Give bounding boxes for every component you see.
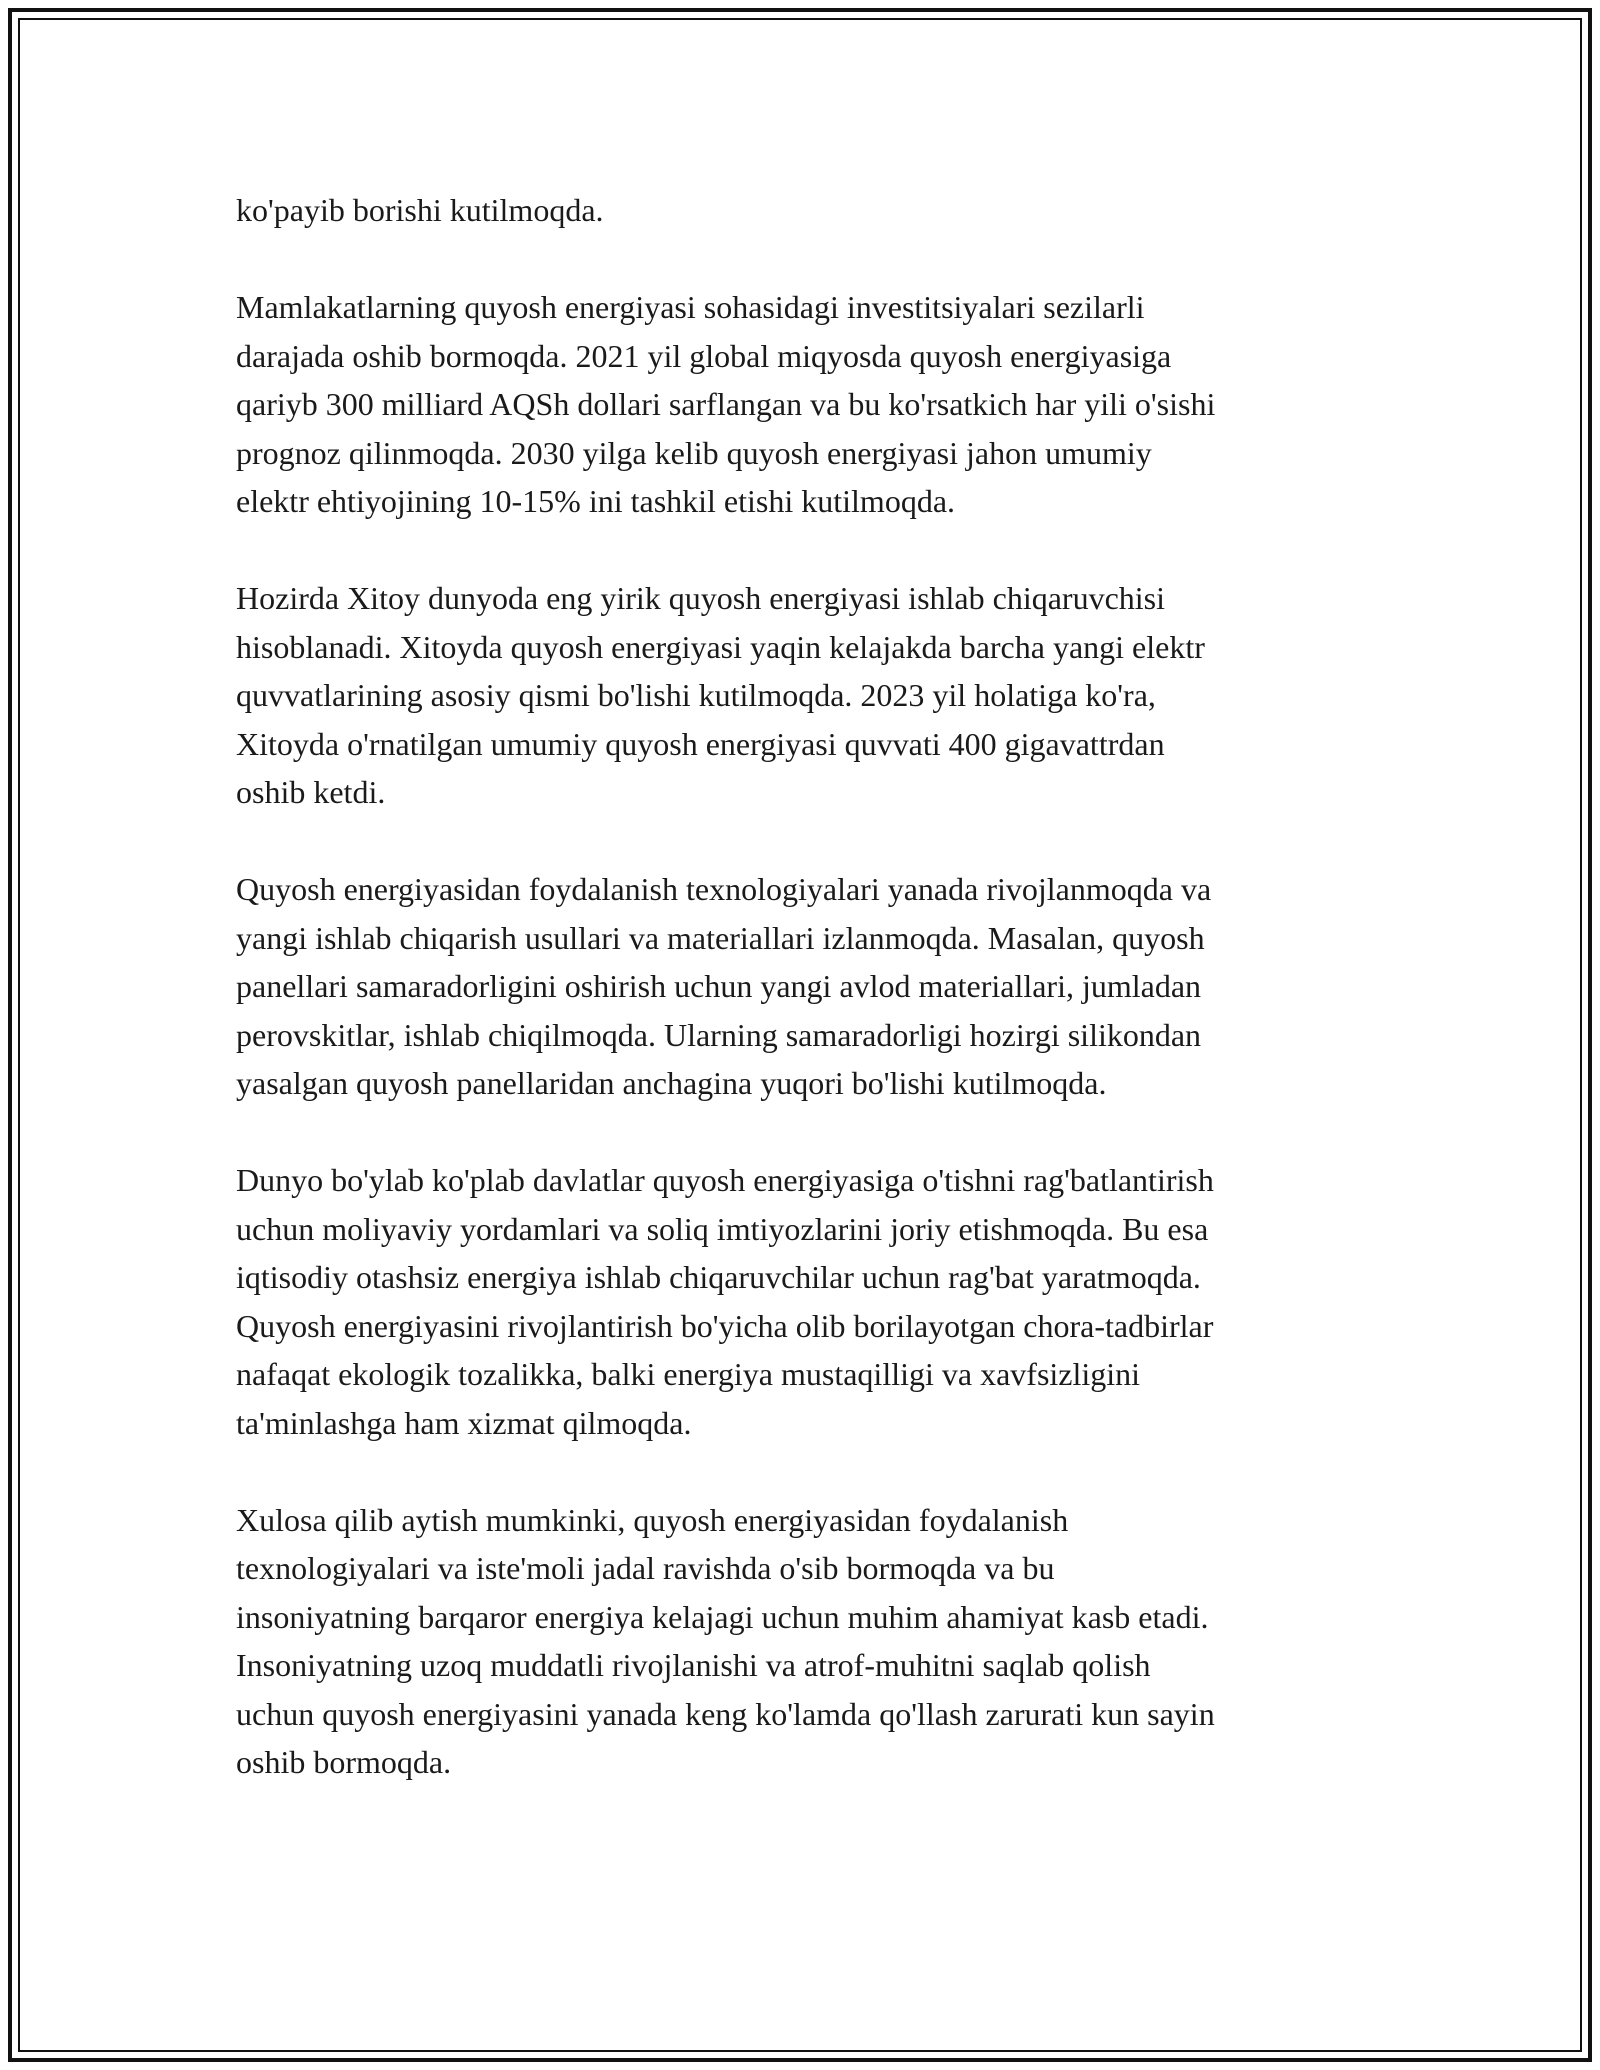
text-line: texnologiyalari va iste'moli jadal ravishda o'sib bormoqda va bu (236, 1550, 1055, 1586)
text-line: insoniyatning barqaror energiya kelajagi uchun muhim ahamiyat kasb etadi. (236, 1598, 1209, 1635)
text-line: oshib ketdi. (236, 774, 386, 810)
text-line: Mamlakatlarning quyosh energiyasi sohasidagi investitsiyalari sezilarli (236, 289, 1145, 325)
text-line: Quyosh energiyasidan foydalanish texnologiyalari yanada rivojlanmoqda va (236, 871, 1212, 907)
paragraph-6 (236, 1496, 1376, 1787)
paragraph-5 (236, 1156, 1376, 1447)
text-line: hisoblanadi. Xitoyda quyosh energiyasi yaqin kelajakda barcha yangi elektr (236, 628, 1205, 665)
text-line: nafaqat ekologik tozalikka, balki energiya mustaqilligi va xavfsizligini (236, 1356, 1141, 1392)
text-line: uchun quyosh energiyasini yanada keng ko'lamda qo'llash zarurati kun sayin (236, 1695, 1215, 1732)
text-line: ko'payib borishi kutilmoqda. (236, 192, 604, 228)
text-line: quvvatlarining asosiy qismi bo'lishi kutilmoqda. 2023 yil holatiga ko'ra, (236, 677, 1156, 713)
text-line: Xitoyda o'rnatilgan umumiy quyosh energiyasi quvvati 400 gigavattrdan (236, 725, 1165, 762)
paragraph-1 (236, 186, 1376, 235)
text-line: ta'minlashga ham xizmat qilmoqda. (236, 1404, 692, 1441)
text-line: darajada oshib bormoqda. 2021 yil global miqyosda quyosh energiyasiga (236, 337, 1172, 374)
text-line: yangi ishlab chiqarish usullari va materiallari izlanmoqda. Masalan, quyosh (236, 919, 1205, 956)
text-line: oshib bormoqda. (236, 1744, 452, 1780)
text-line: yasalgan quyosh panellaridan anchagina yuqori bo'lishi kutilmoqda. (236, 1065, 1107, 1101)
text-line: qariyb 300 milliard AQSh dollari sarflangan va bu ko'rsatkich har yili o'sishi (236, 386, 1216, 422)
text-line: Hozirda Xitoy dunyoda eng yirik quyosh energiyasi ishlab chiqaruvchisi (236, 580, 1165, 616)
paragraph-3 (236, 574, 1376, 817)
text-line: panellari samaradorligini oshirish uchun yangi avlod materiallari, jumladan (236, 968, 1202, 1004)
text-line: iqtisodiy otashsiz energiya ishlab chiqaruvchilar uchun rag'bat yaratmoqda. (236, 1259, 1201, 1295)
text-line: prognoz qilinmoqda. 2030 yilga kelib quyosh energiyasi jahon umumiy (236, 434, 1152, 471)
paragraph-4 (236, 865, 1376, 1108)
text-line: perovskitlar, ishlab chiqilmoqda. Ularning samaradorligi hozirgi silikondan (236, 1016, 1202, 1053)
text-line: uchun moliyaviy yordamlari va soliq imtiyozlarini joriy etishmoqda. Bu esa (236, 1210, 1209, 1247)
paragraph-2 (236, 283, 1376, 526)
text-line: Dunyo bo'ylab ko'plab davlatlar quyosh energiyasiga o'tishni rag'batlantirish (236, 1162, 1214, 1198)
text-line: Quyosh energiyasini rivojlantirish bo'yicha olib borilayotgan chora-tadbirlar (236, 1307, 1214, 1344)
document-body (236, 186, 1376, 1835)
text-line: elektr ehtiyojining 10-15% ini tashkil etishi kutilmoqda. (236, 483, 956, 519)
text-line: Insoniyatning uzoq muddatli rivojlanishi va atrof-muhitni saqlab qolish (236, 1647, 1151, 1683)
text-line: Xulosa qilib aytish mumkinki, quyosh energiyasidan foydalanish (236, 1501, 1069, 1538)
